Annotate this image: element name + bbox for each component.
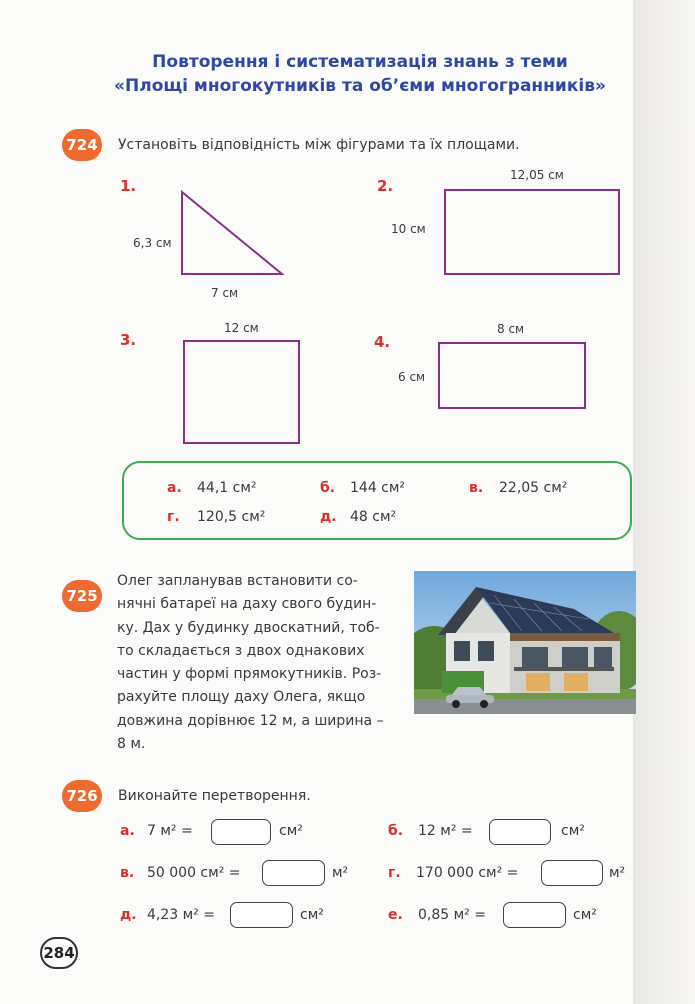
conv-v-expr: 50 000 см² = <box>147 865 241 881</box>
answer-b-value: 144 см² <box>350 480 406 496</box>
conv-e-answer-input[interactable] <box>503 902 566 928</box>
answer-d-value: 48 см² <box>350 509 397 525</box>
conv-b-letter: б. <box>388 823 404 839</box>
conv-d-letter: д. <box>120 907 137 923</box>
task-725-text <box>117 570 407 756</box>
task-724-text: Установіть відповідність між фігурами та їх площами. <box>118 137 520 153</box>
conv-g-letter: г. <box>388 865 401 881</box>
conv-d-unit: см² <box>300 907 324 923</box>
rect-2-width-label: 12,05 см <box>510 168 564 182</box>
answer-v-value: 22,05 см² <box>499 480 568 496</box>
conv-g-unit: м² <box>609 865 626 881</box>
figure-3-label: 3. <box>120 331 137 349</box>
task-725-line: то складається з двох однакових <box>117 642 365 659</box>
conv-d-expr: 4,23 м² = <box>147 907 215 923</box>
answer-g-value: 120,5 см² <box>197 509 266 525</box>
conv-e-letter: е. <box>388 907 403 923</box>
conv-e-expr: 0,85 м² = <box>418 907 486 923</box>
task-725-line: рахуйте площу даху Олега, якщо <box>117 689 366 706</box>
conv-b-expr: 12 м² = <box>418 823 473 839</box>
task-725-line: ку. Дах у будинку двоскатний, тоб- <box>117 619 380 636</box>
conv-e-unit: см² <box>573 907 597 923</box>
triangle-leg-b-label: 7 см <box>211 286 239 300</box>
section-title-line-1: Повторення і систематизація знань з теми <box>152 52 568 72</box>
task-725-line: нячні батареї на даху свого будин- <box>117 596 377 613</box>
conv-d-answer-input[interactable] <box>230 902 293 928</box>
answer-a-value: 44,1 см² <box>197 480 257 496</box>
conv-v-unit: м² <box>332 865 349 881</box>
task-725-line: частин у формі прямокутників. Роз- <box>117 666 382 683</box>
conv-v-answer-input[interactable] <box>262 860 325 886</box>
task-726-text: Виконайте перетворення. <box>118 788 311 804</box>
figure-1-label: 1. <box>120 177 137 195</box>
rect-4-height-label: 6 см <box>398 370 426 384</box>
triangle-shape <box>182 192 282 274</box>
figure-2-label: 2. <box>377 177 394 195</box>
figure-4-label: 4. <box>374 333 391 351</box>
conv-a-answer-input[interactable] <box>211 819 271 845</box>
page-number: 284 <box>40 937 78 969</box>
task-724-badge: 724 <box>62 129 102 161</box>
answer-b-letter: б. <box>320 480 336 496</box>
conv-a-expr: 7 м² = <box>147 823 193 839</box>
rect-4-width-label: 8 см <box>497 322 525 336</box>
square-3-side-label: 12 см <box>224 321 259 335</box>
rect-4-shape <box>438 342 586 409</box>
conv-b-unit: см² <box>561 823 585 839</box>
triangle-figure <box>180 190 290 280</box>
triangle-leg-a-label: 6,3 см <box>133 236 172 250</box>
task-725-line: Олег запланував встановити со- <box>117 573 358 589</box>
conv-g-expr: 170 000 см² = <box>416 865 519 881</box>
task-725-line: довжина дорівнює 12 м, а ширина – <box>117 712 384 729</box>
section-title-line-2: «Площі многокутників та об’єми многогранників» <box>114 76 606 96</box>
conv-b-answer-input[interactable] <box>489 819 551 845</box>
answer-v-letter: в. <box>469 480 484 496</box>
house-photo <box>414 571 636 714</box>
rect-2-shape <box>444 189 620 275</box>
rect-2-height-label: 10 см <box>391 222 426 236</box>
conv-v-letter: в. <box>120 865 135 881</box>
answer-g-letter: г. <box>167 509 180 525</box>
answer-a-letter: а. <box>167 480 182 496</box>
task-725-line: 8 м. <box>117 736 146 753</box>
conv-g-answer-input[interactable] <box>541 860 603 886</box>
answer-d-letter: д. <box>320 509 337 525</box>
task-726-badge: 726 <box>62 780 102 812</box>
answer-options-box <box>122 461 632 540</box>
conv-a-letter: а. <box>120 823 135 839</box>
task-725-badge: 725 <box>62 580 102 612</box>
conv-a-unit: см² <box>279 823 303 839</box>
page-edge <box>633 0 695 1004</box>
square-3-shape <box>183 340 300 444</box>
